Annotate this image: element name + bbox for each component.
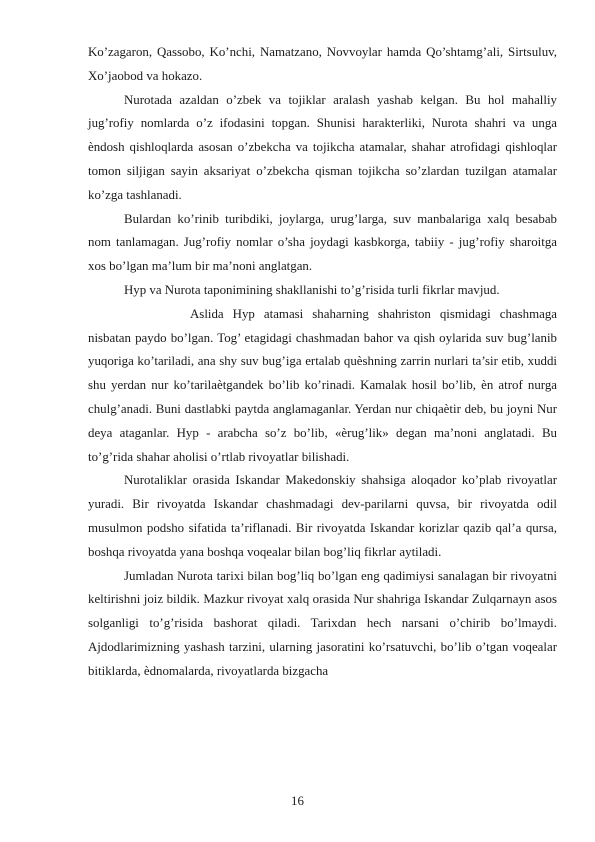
- paragraph-7: Jumladan Nurota tarixi bilan bog’liq bo’lgan eng qadimiysi sanalagan bir rivoyatni keltirishni joiz bildik. Mazkur rivoyat xalq orasida Nur shahriga Iskandar Zulqarnayn asos solganligi to’g’risida bashorat qiladi. Tarixdan hech narsani o’chirib bo’lmaydi. Ajdodlarimizning yashash tarzini, ularning jasoratini ko’rsatuvchi, bo’lib o’tgan voqealar bitiklarda, ѐdnomalarda, rivoyatlarda bizgacha: [88, 568, 557, 678]
- paragraph-5: Aslida Hyp atamasi shaharning shahriston qismidagi chashmaga nisbatan paydo bo’lgan. Tog’ etagidagi chashmadan bahor va qish oylarida suv bug’lanib yuqoriga ko’tariladi, ana shy suv bug’iga ertalab quѐshning zarrin nurlari ta’sir etib, xuddi shu yerdan nur ko’tarilaѐtgandek bo’lib ko’rinadi. Kamalak hosil bo’lib, ѐn atrof nurga chulg’anadi. Buni dastlabki paytda anglamaganlar. Yerdan nur chiqaѐtir deb, bu joyni Nur deya ataganlar. Hyp - arabcha so’z bo’lib, «ѐrug’lik» degan ma’noni anglatadi. Bu to’g’rida shahar aholisi o’rtlab rivoyatlar bilishadi.: [88, 306, 557, 464]
- document-page: [88, 41, 557, 684]
- paragraph-1: Ko’zagaron, Qassobo, Ko’nchi, Namatzano, Novvoylar hamda Qo’shtamg’ali, Sirtsuluv, Xo’jaobod va hokazo.: [88, 45, 557, 83]
- paragraph-2: Nurotada azaldan o’zbek va tojiklar aralash yashab kelgan. Bu hol mahalliy jug’rofiy nomlarda o’z ifodasini topgan. Shunisi harakterliki, Nurota shahri va unga ѐndosh qishloqlarda asosan o’zbekcha va tojikcha atamalar, shahar atrofidagi qishloqlar tomon siljigan sayin aksariyat o’zbekcha qisman tojikcha so’zlardan tuzilgan atamalar ko’zga tashlanadi.: [88, 92, 557, 202]
- paragraph-3: Bulardan ko’rinib turibdiki, joylarga, urug’larga, suv manbalariga xalq besabab nom tanlamagan. Jug’rofiy nomlar o’sha joydagi kasbkorga, tabiiy - jug’rofiy sharoitga xos bo’lgan ma’lum bir ma’noni anglatgan.: [88, 211, 557, 274]
- page-number: 16: [291, 794, 304, 808]
- paragraph-4: Hyp va Nurota taponimining shakllanishi to’g’risida turli fikrlar mavjud.: [124, 282, 500, 297]
- paragraph-6: Nurotaliklar orasida Iskandar Makedonskiy shahsiga aloqador ko’plab rivoyatlar yuradi. Bir rivoyatda Iskandar chashmadagi dev-parilarni quvsa, bir rivoyatda odil musulmon podsho sifatida ta’riflanadi. Bir rivoyatda Iskandar korizlar qazib qal’a qursa, boshqa rivoyatda yana boshqa voqealar bilan bog’liq fikrlar aytiladi.: [88, 473, 557, 559]
